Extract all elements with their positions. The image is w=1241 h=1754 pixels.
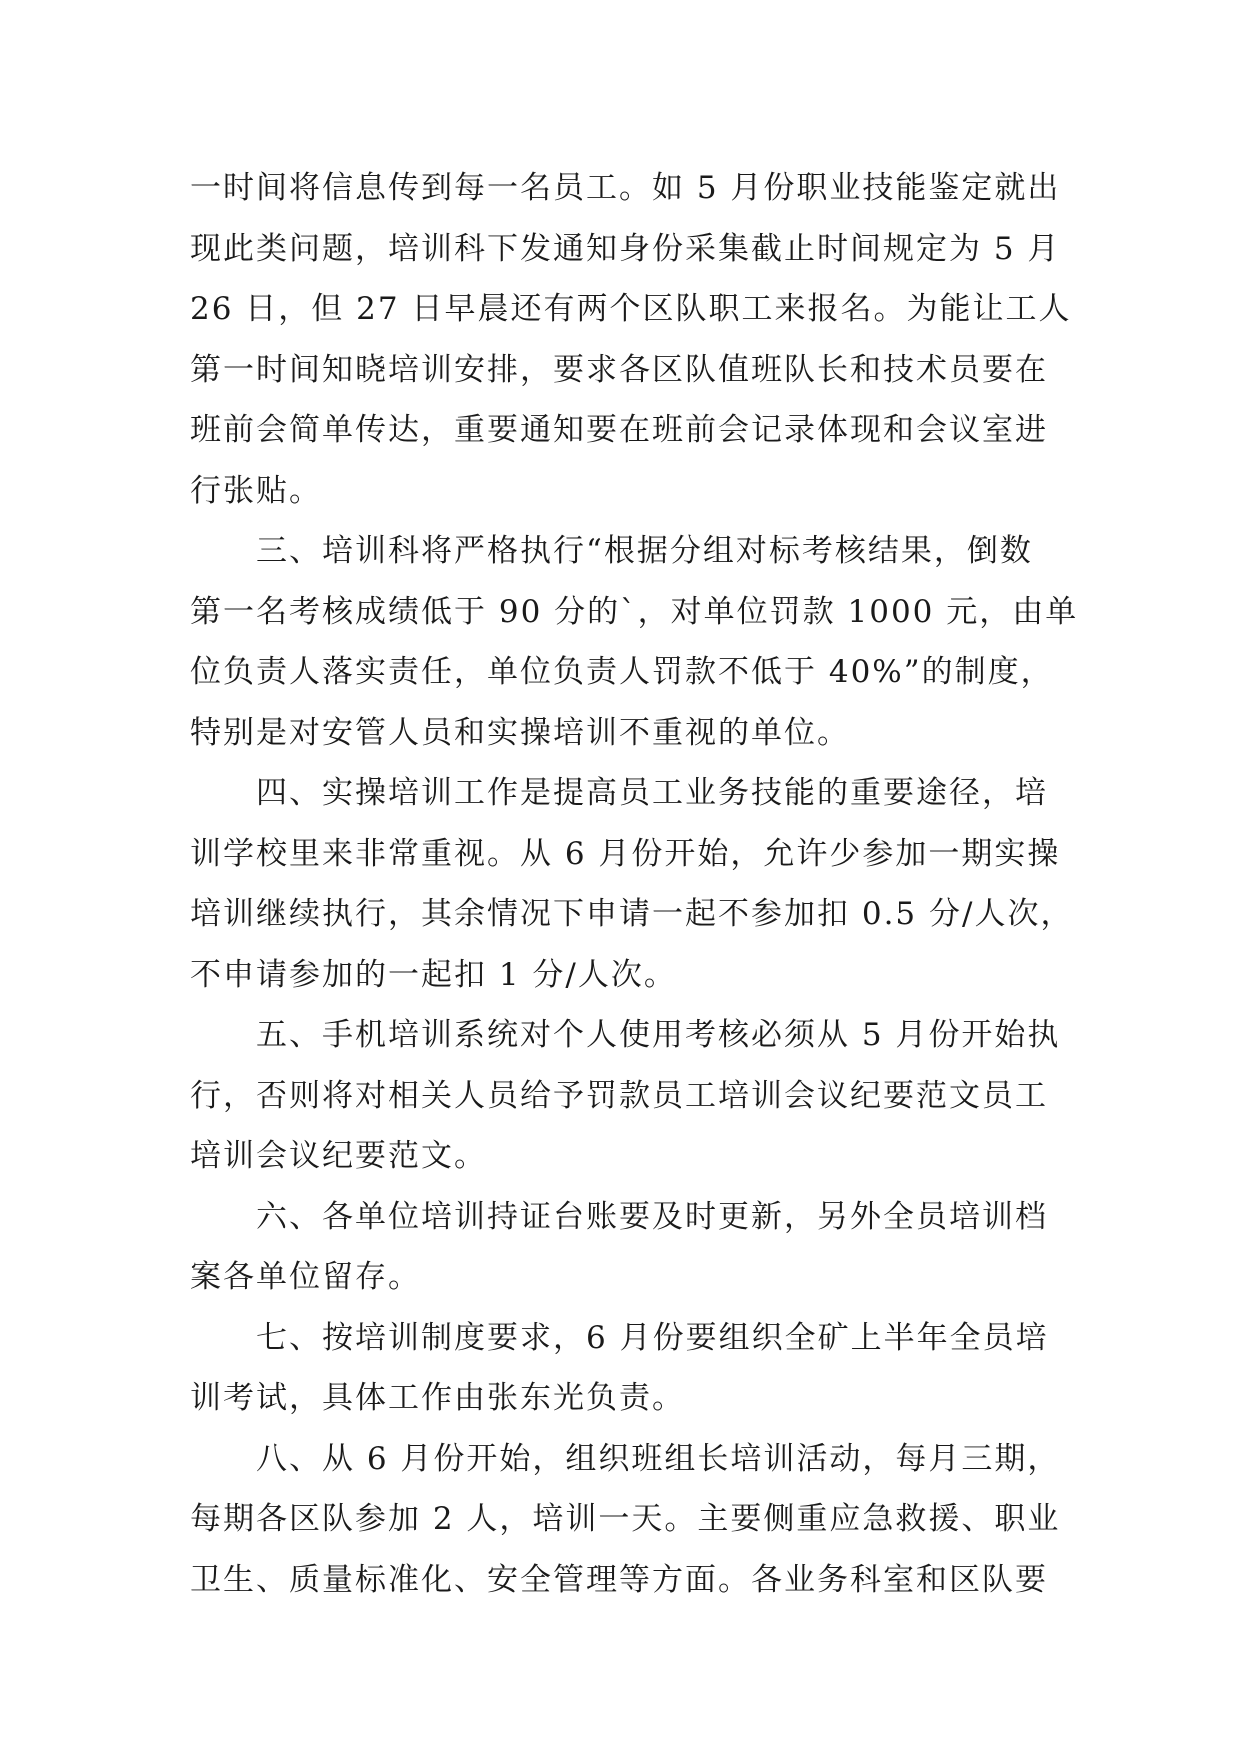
text-line: 训考试，具体工作由张东光负责。 [190,1380,685,1416]
text-line: 卫生、质量标准化、安全管理等方面。各业务科室和区队要 [190,1561,1048,1598]
text-line: 位负责人落实责任，单位负责人罚款不低于 40%”的制度， [190,654,1054,690]
text-line: 培训继续执行，其余情况下申请一起不参加扣 0.5 分/人次， [190,896,1074,932]
text-line: 一时间将信息传到每一名员工。如 5 月份职业技能鉴定就出 [190,170,1061,206]
text-line: 六、各单位培训持证台账要及时更新，另外全员培训档 [190,1198,1048,1235]
text-line: 行张贴。 [190,472,322,509]
body-text [190,158,1079,1610]
text-line: 八、从 6 月份开始，组织班组长培训活动，每月三期， [190,1440,1061,1477]
text-line: 五、手机培训系统对个人使用考核必须从 5 月份开始执 [190,1017,1061,1053]
text-line: 训学校里来非常重视。从 6 月份开始，允许少参加一期实操 [190,835,1061,872]
text-line: 七、按培训制度要求，6 月份要组织全矿上半年全员培 [190,1319,1049,1356]
text-line: 班前会简单传达，重要通知要在班前会记录体现和会议室进 [190,412,1048,448]
text-line: 现此类问题，培训科下发通知身份采集截止时间规定为 5 月 [190,230,1061,267]
text-line: 四、实操培训工作是提高员工业务技能的重要途径，培 [190,775,1048,811]
text-line: 每期各区队参加 2 人，培训一天。主要侧重应急救援、职业 [190,1501,1061,1537]
text-line: 特别是对安管人员和实操培训不重视的单位。 [190,714,850,751]
text-line: 培训会议纪要范文。 [190,1138,487,1174]
text-line: 行，否则将对相关人员给予罚款员工培训会议纪要范文员工 [190,1077,1048,1114]
text-line: 第一时间知晓培训安排，要求各区队值班队长和技术员要在 [190,351,1048,388]
text-line: 不申请参加的一起扣 1 分/人次。 [190,956,677,993]
text-line: 26 日，但 27 日早晨还有两个区队职工来报名。为能让工人 [190,291,1072,327]
text-line: 三、培训科将严格执行“根据分组对标考核结果，倒数 [190,533,1033,569]
text-line: 第一名考核成绩低于 90 分的`，对单位罚款 1000 元，由单 [190,593,1079,630]
text-line: 案各单位留存。 [190,1259,421,1295]
